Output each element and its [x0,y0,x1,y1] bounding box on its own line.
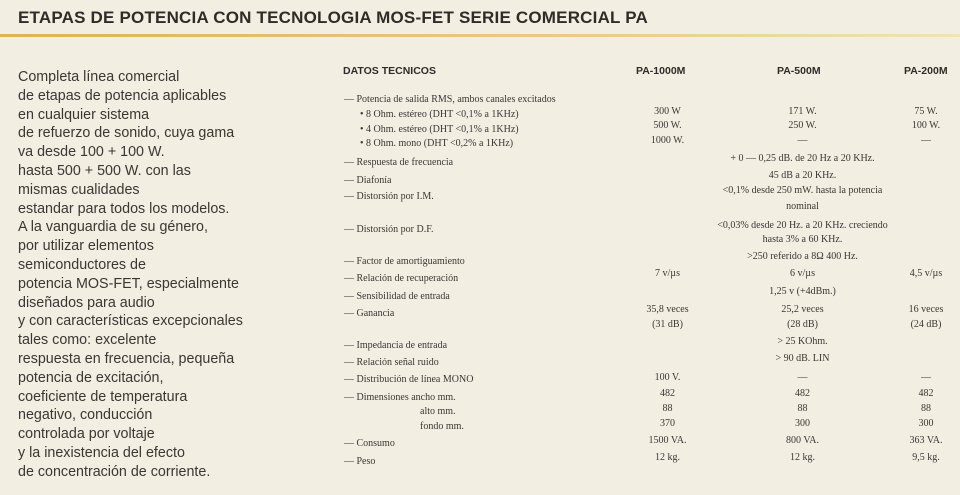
spec-label: — Relación señal ruido [344,357,439,368]
pa500m-value: — [797,372,808,383]
spec-label: — Peso [344,456,376,467]
pa200m-value: — [921,135,931,146]
spec-label: • 8 Ohm. mono (DHT <0,2% a 1KHz) [360,138,514,149]
pa500m-value: 482 [795,388,810,399]
spec-label: fondo mm. [420,421,464,432]
spec-label: — Respuesta de frecuencia [344,157,454,168]
pa500m-value: 171 W. [788,106,817,117]
pa1000m-value: 482 [660,388,675,399]
spec-label: • 4 Ohm. estéreo (DHT <0,1% a 1KHz) [360,124,519,135]
spec-label: — Factor de amortiguamiento [344,256,465,267]
page-title: ETAPAS DE POTENCIA CON TECNOLOGIA MOS-FET SERIE COMERCIAL PA [18,8,649,27]
pa200m-value: 75 W. [914,106,938,117]
shared-value: <0,03% desde 20 Hz. a 20 KHz. creciendo [717,220,888,231]
model-header-pa1000m: PA-1000M [636,65,686,77]
spec-label: — Diafonía [344,175,392,186]
shared-value: <0,1% desde 250 mW. hasta la potencia [722,185,883,196]
pa500m-value: 300 [795,418,810,429]
pa500m-value: 25,2 veces [781,304,824,315]
model-header-pa500m: PA-500M [777,65,821,77]
pa1000m-value: 12 kg. [655,452,680,463]
pa500m-value: 88 [797,403,808,414]
pa1000m-value: 88 [662,403,673,414]
intro-paragraph: Completa línea comercial de etapas de potencia aplicables en cualquier sistema de refuerzo de sonido, cuya gama va desde 100 + 100 W. hasta 500 + 500 W. con las mismas cualidades estandar para todos los modelos. A la vanguardia de su género, por utilizar elementos semiconductores de potencia MOS-FET, especialmente diseñados para audio y con características excepcionales tales como: excelente respuesta en frecuencia, pequeña potencia de excitación, coeficiente de temperatura negativo, conducción controlada por voltaje y la inexistencia del efecto de concentración de corriente. [18,69,243,480]
pa1000m-value: 100 V. [654,372,681,383]
spec-label: — Consumo [344,438,395,449]
pa200m-value: 88 [921,403,931,414]
spec-label: — Distorsión por D.F. [344,224,434,235]
pa500m-value: 12 kg. [790,452,815,463]
shared-value: nominal [786,201,819,212]
pa200m-value: 16 veces [908,304,944,315]
pa200m-value: 482 [918,388,934,399]
pa1000m-value: 500 W. [653,120,682,131]
spec-label: — Sensibilidad de entrada [344,291,450,302]
pa1000m-value: 35,8 veces [646,304,689,315]
pa200m-value: 300 [918,418,934,429]
pa1000m-value: 1500 VA. [648,435,687,446]
pa1000m-value: 1000 W. [650,135,685,146]
pa1000m-value: 370 [660,418,675,429]
pa200m-value: — [921,372,931,383]
spec-label: — Distorsión por I.M. [344,191,434,202]
pa1000m-value: 7 v/µs [655,268,680,279]
pa500m-value: (28 dB) [787,319,818,330]
spec-label: — Relación de recuperación [344,273,459,284]
specs-heading: DATOS TECNICOS [343,65,436,77]
spec-label: — Impedancia de entrada [344,340,448,351]
spec-label: — Potencia de salida RMS, ambos canales excitados [344,94,556,105]
shared-value: >250 referido a 8Ω 400 Hz. [747,251,858,262]
pa500m-value: — [797,135,808,146]
shared-value: > 25 KOhm. [777,336,828,347]
model-header-pa200m: PA-200M [904,65,948,77]
spec-label: • 8 Ohm. estéreo (DHT <0,1% a 1KHz) [360,109,519,120]
spec-label: — Ganancia [344,308,395,319]
spec-label: — Dimensiones ancho mm. [344,392,456,403]
shared-value: + 0 — 0,25 dB. de 20 Hz a 20 KHz. [730,153,875,164]
pa1000m-value: 300 W [654,106,681,117]
shared-value: hasta 3% a 60 KHz. [762,234,843,245]
spec-label: alto mm. [420,406,456,417]
shared-value: > 90 dB. LIN [775,353,830,364]
pa500m-value: 250 W. [788,120,817,131]
pa200m-value: 9,5 kg. [912,452,940,463]
pa200m-value: 363 VA. [909,435,943,446]
pa500m-value: 800 VA. [786,435,819,446]
shared-value: 45 dB a 20 KHz. [768,170,837,181]
pa1000m-value: (31 dB) [652,319,683,330]
pa200m-value: 4,5 v/µs [909,268,943,279]
spec-label: — Distribución de línea MONO [344,374,474,385]
pa500m-value: 6 v/µs [790,268,815,279]
shared-value: 1,25 v (+4dBm.) [769,286,836,297]
pa200m-value: (24 dB) [910,319,942,330]
pa200m-value: 100 W. [911,120,941,131]
